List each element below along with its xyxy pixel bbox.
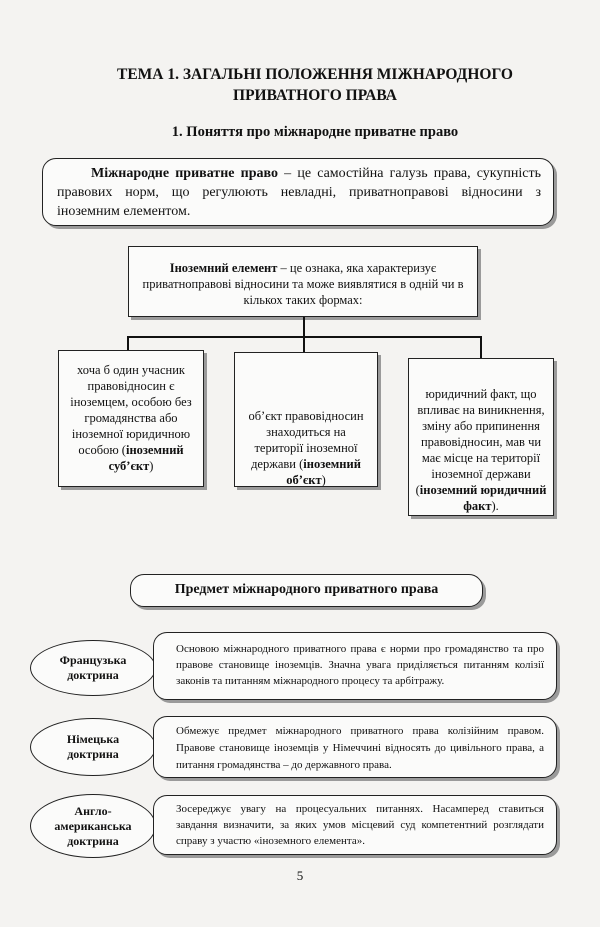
- form-object-tail: ): [321, 473, 326, 487]
- connector-mid: [303, 336, 305, 352]
- doctrine-oval-german: [30, 718, 156, 776]
- form-object-bold: іноземний об’єкт: [286, 457, 361, 487]
- form-fact-text: юридичний факт, що впливає на виникнення, зміну або припинення правовідносин, мав чи має місце на території іноземної держави (: [415, 387, 545, 497]
- form-box-fact: [408, 358, 554, 516]
- doctrine-text-german: Обмежує предмет міжнародного приватного права колізійним правом. Правове становище іноземців у Німеччині відносять до цивільного права, а питання громадянства – до державного права.: [176, 725, 544, 771]
- form-box-subject: [58, 350, 204, 487]
- doctrine-oval-french: [30, 640, 156, 696]
- doctrine-name-anglo-american: Англо-американська доктрина: [54, 803, 132, 848]
- connector-right: [480, 336, 482, 358]
- doctrine-name-german: Німецька доктрина: [66, 732, 120, 761]
- connector-stem: [303, 317, 305, 337]
- section-heading: 1. Поняття про міжнародне приватне право: [171, 124, 459, 140]
- page-number: 5: [296, 868, 304, 883]
- form-subject-bold: іноземний суб’єкт: [108, 443, 184, 473]
- connector-left: [127, 336, 129, 350]
- doctrine-box-french: [153, 632, 557, 700]
- doctrine-box-anglo-american: [153, 795, 557, 855]
- page-title: [60, 64, 570, 106]
- page-title-line1: ТЕМА 1. ЗАГАЛЬНІ ПОЛОЖЕННЯ МІЖНАРОДНОГО: [117, 66, 513, 83]
- form-box-object: [234, 352, 378, 487]
- doctrine-name-french: Французька доктрина: [59, 653, 127, 682]
- doctrine-oval-anglo-american: [30, 794, 156, 858]
- form-fact-bold: іноземний юридичний факт: [419, 483, 547, 513]
- definition-box: [42, 158, 554, 226]
- form-subject-text: хоча б один учасник правовідносин є іноземцем, особою без громадянства або іноземної юридичною особою (: [70, 363, 192, 457]
- doctrine-text-anglo-american: Зосереджує увагу на процесуальних питаннях. Насамперед ставиться завдання визначити, за яких умов місцевий суд компетентний розглядати справу з участю «іноземного елемента».: [176, 803, 544, 847]
- foreign-element-term: Іноземний елемент: [169, 261, 278, 275]
- foreign-element-box: [128, 246, 478, 317]
- definition-text: – це самостійна галузь права, сукупність правових норм, що регулюють невладні, приватноправові відносини з іноземним елементом.: [57, 166, 541, 219]
- doctrine-text-french: Основою міжнародного приватного права є норми про громадянство та про правове становище іноземців. Значна увага приділяється питанням колізії законів та питанням міжнародного процесу та арбітражу.: [176, 643, 544, 687]
- subject-heading-box: Предмет міжнародного приватного права: [130, 574, 483, 607]
- form-subject-tail: ): [149, 459, 154, 473]
- form-object-text: об’єкт правовідносин знаходиться на території іноземної держави (: [248, 409, 364, 471]
- foreign-element-text: – це ознака, яка характеризує приватноправові відносини та може виявлятися в одній чи в кількох таких формах:: [142, 261, 464, 307]
- doctrine-box-german: [153, 716, 557, 778]
- page-title-line2: ПРИВАТНОГО ПРАВА: [233, 87, 397, 104]
- definition-term: Міжнародне приватне право: [91, 166, 278, 181]
- form-fact-tail: ).: [491, 499, 499, 513]
